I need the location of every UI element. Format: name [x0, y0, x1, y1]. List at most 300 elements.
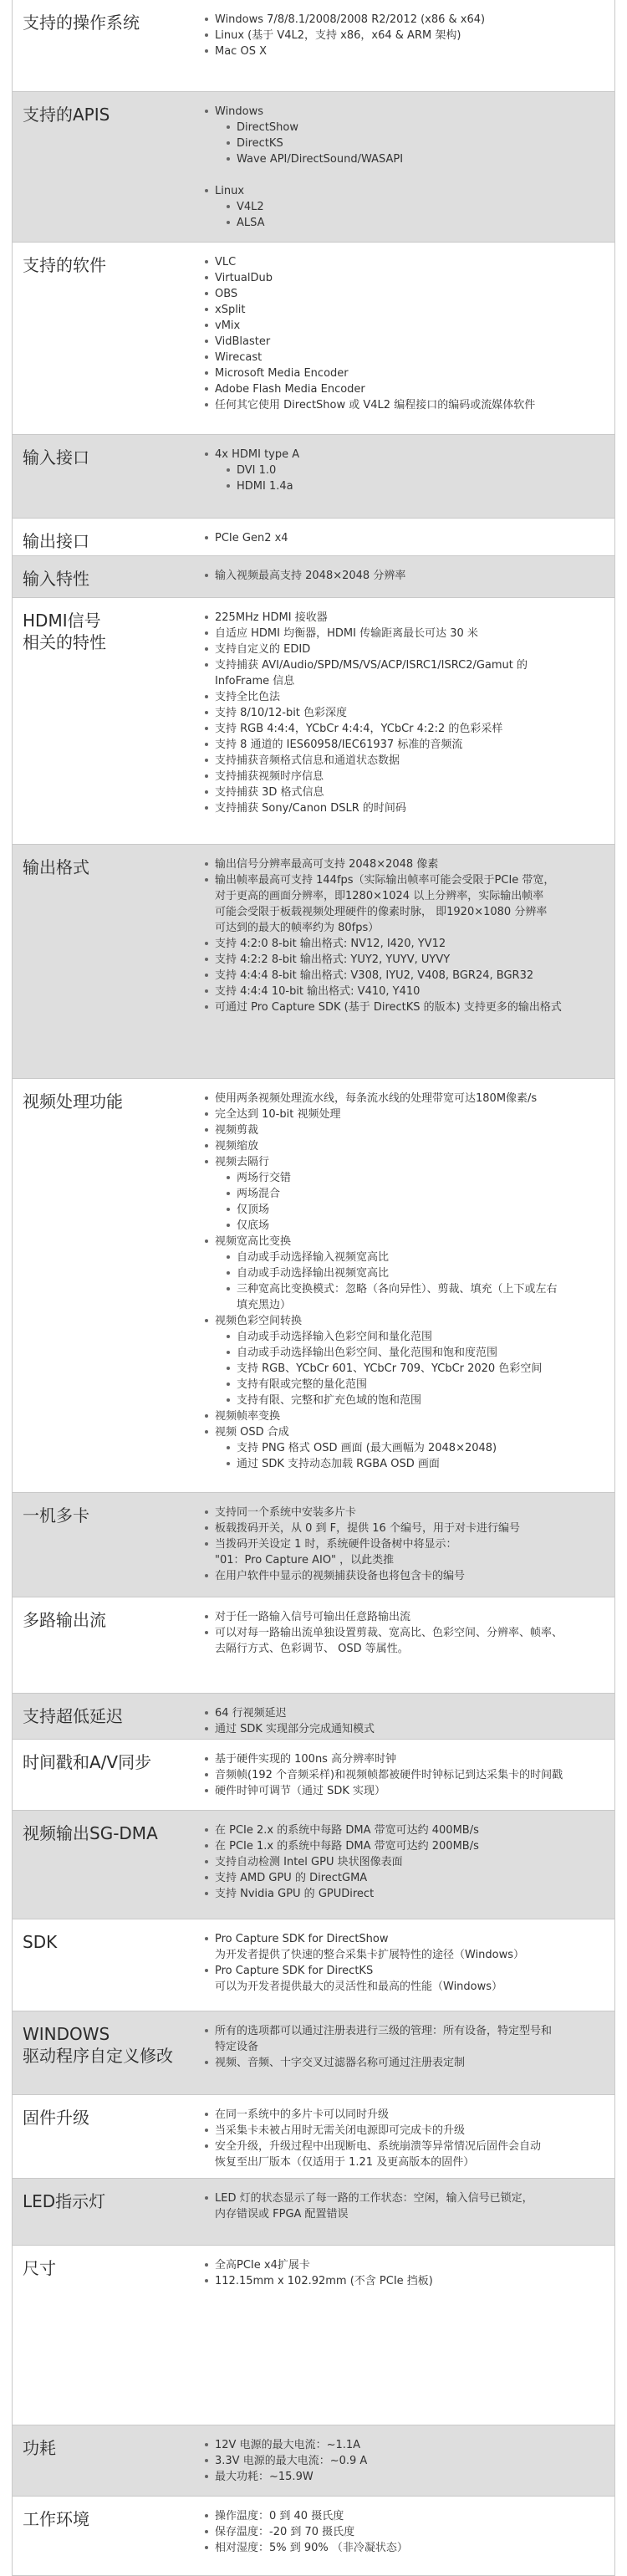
spec-item-text: 视频去隔行 — [215, 1156, 270, 1168]
spec-item — [203, 1963, 606, 1995]
spec-item-text: ALSA — [237, 217, 265, 229]
spec-item-text: 支持有限、完整和扩充色域的饱和范围 — [237, 1394, 422, 1407]
spec-item-text: 通过 SDK 实现部分完成通知模式 — [215, 1723, 375, 1735]
spec-item — [203, 1521, 606, 1536]
bullet-icon — [205, 663, 208, 667]
spec-item-text: 支持 4:2:0 8-bit 输出格式: NV12, I420, YV12 — [215, 938, 446, 950]
spec-item — [203, 2508, 606, 2524]
spec-content — [203, 2023, 606, 2071]
spec-content — [203, 1091, 606, 1472]
bullet-icon — [205, 974, 208, 977]
spec-label: 视频输出SG-DMA — [23, 1823, 158, 1843]
spec-item-text: Linux — [215, 185, 245, 197]
spec-item — [203, 1705, 606, 1721]
spec-item — [203, 2540, 606, 2556]
bullet-icon — [205, 862, 208, 866]
spec-item-text: Pro Capture SDK for DirectShow 为开发者提供了快速的整合采集卡扩展特性的途径（Windows） — [215, 1933, 525, 1961]
spec-item-text: 视频缩放 — [215, 1140, 259, 1153]
spec-label: 功耗 — [23, 2438, 56, 2458]
spec-item — [203, 1854, 606, 1870]
spec-item — [203, 463, 606, 478]
bullet-icon — [205, 1789, 208, 1792]
spec-item-text: 支持捕获 3D 格式信息 — [215, 786, 324, 799]
spec-row — [13, 2497, 614, 2576]
bullet-icon — [205, 2263, 208, 2267]
spec-item — [203, 657, 606, 689]
spec-item-text: HDMI 1.4a — [237, 480, 293, 493]
spec-label: 输入接口 — [23, 447, 89, 468]
bullet-icon — [205, 2144, 208, 2148]
bullet-icon — [205, 2459, 208, 2462]
bullet-icon — [205, 1828, 208, 1832]
bullet-icon — [205, 33, 208, 37]
spec-item-text: VLC — [215, 256, 237, 268]
spec-item — [203, 28, 606, 43]
spec-row — [13, 0, 614, 92]
bullet-icon — [205, 1757, 208, 1761]
spec-item — [203, 12, 606, 28]
spec-item — [203, 705, 606, 721]
spec-item — [203, 872, 606, 936]
bullet-icon — [205, 1615, 208, 1618]
bullet-icon — [205, 1510, 208, 1514]
bullet-icon — [205, 2061, 208, 2064]
bullet-icon — [205, 276, 208, 279]
spec-content — [203, 2437, 606, 2485]
bullet-icon — [205, 1892, 208, 1895]
spec-item — [203, 1568, 606, 1584]
spec-item-text: 视频、音频、十字交叉过滤器名称可通过注册表定制 — [215, 2057, 466, 2069]
spec-content — [203, 1505, 606, 1584]
spec-item-text: 输入视频最高支持 2048×2048 分辨率 — [215, 570, 406, 582]
spec-item — [203, 215, 606, 231]
bullet-icon — [205, 1727, 208, 1730]
spec-item-text: 最大功耗：~15.9W — [215, 2471, 314, 2483]
spec-item-text: 支持 Nvidia GPU 的 GPUDirect — [215, 1888, 375, 1900]
spec-item-text: 自适应 HDMI 均衡器，HDMI 传输距离最长可达 30 米 — [215, 627, 478, 640]
spec-item-text: 对于任一路输入信号可输出任意路输出流 — [215, 1611, 411, 1623]
spec-row — [13, 1919, 614, 2011]
spec-label: 一机多卡 — [23, 1505, 89, 1526]
spec-content — [203, 610, 606, 816]
spec-item-text: Adobe Flash Media Encoder — [215, 383, 365, 396]
spec-item — [203, 800, 606, 816]
spec-item-text: 视频剪裁 — [215, 1124, 259, 1137]
bullet-icon — [205, 260, 208, 263]
spec-item-text: 支持捕获 Sony/Canon DSLR 的时间码 — [215, 802, 406, 815]
spec-item-text: 支持自动检测 Intel GPU 块状图像表面 — [215, 1856, 403, 1868]
bullet-icon — [205, 1860, 208, 1863]
spec-content — [203, 1751, 606, 1799]
spec-row — [13, 2095, 614, 2179]
spec-item-text: 基于硬件实现的 100ns 高分辨率时钟 — [215, 1753, 397, 1766]
spec-item-text: 使用两条视频处理流水线，每条流水线的处理带宽可达180M像素/s — [215, 1092, 538, 1105]
bullet-icon — [205, 2546, 208, 2549]
spec-row — [13, 2011, 614, 2095]
spec-item-text: 支持同一个系统中安装多片卡 — [215, 1506, 357, 1519]
spec-item — [203, 1751, 606, 1767]
bullet-icon — [227, 141, 230, 145]
spec-label: 固件升级 — [23, 2108, 89, 2128]
spec-item — [203, 1107, 606, 1122]
spec-item — [203, 1931, 606, 1963]
spec-item — [203, 135, 606, 151]
spec-item-text: 在同一系统中的多片卡可以同时升级 — [215, 2108, 390, 2121]
spec-item — [203, 999, 606, 1015]
bullet-icon — [205, 1319, 208, 1322]
spec-content — [203, 12, 606, 59]
spec-item — [203, 381, 606, 397]
spec-item — [203, 984, 606, 999]
spec-item — [203, 1505, 606, 1521]
spec-item-text: 支持 RGB、YCbCr 601、YCbCr 709、YCbCr 2020 色彩空间 — [237, 1362, 543, 1375]
bullet-icon — [205, 743, 208, 746]
spec-item — [203, 530, 606, 546]
spec-item-text: 在 PCIe 1.x 的系统中每路 DMA 带宽可达约 200MB/s — [215, 1840, 479, 1853]
spec-item-text: Wirecast — [215, 351, 263, 364]
bullet-icon — [205, 2113, 208, 2116]
spec-item-text: 支持捕获 AVI/Audio/SPD/MS/VS/ACP/ISRC1/ISRC2/Gamut 的 InfoFrame 信息 — [215, 659, 528, 687]
spec-item — [203, 2469, 606, 2485]
spec-item — [203, 1609, 606, 1625]
bullet-icon — [227, 1271, 230, 1275]
spec-item — [203, 183, 606, 199]
bullet-icon — [205, 695, 208, 698]
bullet-icon — [205, 1876, 208, 1879]
spec-item-text: VidBlaster — [215, 335, 271, 348]
bullet-icon — [205, 774, 208, 778]
bullet-icon — [205, 1160, 208, 1163]
spec-item — [203, 1202, 606, 1218]
spec-content — [203, 2508, 606, 2556]
bullet-icon — [205, 49, 208, 53]
spec-item — [203, 1250, 606, 1265]
spec-item — [203, 568, 606, 584]
spec-item-text: 支持 4:2:2 8-bit 输出格式: YUY2, YUYV, UYVY — [215, 953, 451, 966]
bullet-icon — [205, 387, 208, 391]
bullet-icon — [205, 452, 208, 456]
spec-item — [203, 1377, 606, 1393]
spec-content — [203, 530, 606, 546]
spec-item — [203, 1234, 606, 1250]
spec-item — [203, 1870, 606, 1886]
spec-row — [13, 92, 614, 243]
spec-item — [203, 1393, 606, 1408]
bullet-icon — [205, 1526, 208, 1530]
bullet-icon — [205, 2029, 208, 2032]
bullet-icon — [227, 468, 230, 472]
spec-item — [203, 286, 606, 302]
bullet-icon — [227, 1446, 230, 1449]
spec-item — [203, 1329, 606, 1345]
bullet-icon — [227, 1335, 230, 1338]
spec-label: WINDOWS 驱动程序自定义修改 — [23, 2024, 173, 2066]
bullet-icon — [205, 574, 208, 577]
spec-item — [203, 1838, 606, 1854]
spec-item-text: 三种宽高比变换模式：忽略（各向异性）、剪裁、填充（上下或左右 填充黑边） — [237, 1283, 558, 1311]
spec-item — [203, 1122, 606, 1138]
spec-content — [203, 2257, 606, 2289]
spec-item-text: 音频帧(192 个音频采样)和视频帧都被硬件时钟标记到达采集卡的时间戳 — [215, 1769, 563, 1781]
spec-label: 支持的APIS — [23, 105, 110, 125]
spec-label: HDMI信号 相关的特性 — [23, 611, 106, 652]
spec-item-text: 任何其它使用 DirectShow 或 V4L2 编程接口的编码或流媒体软件 — [215, 399, 536, 411]
spec-item-text: Wave API/DirectSound/WASAPI — [237, 153, 404, 166]
bullet-icon — [205, 711, 208, 714]
spec-item — [203, 1721, 606, 1737]
bullet-icon — [227, 1383, 230, 1386]
bullet-icon — [205, 18, 208, 21]
spec-item-text: 可通过 Pro Capture SDK (基于 DirectKS 的版本) 支持更多的输出格式 — [215, 1001, 562, 1014]
bullet-icon — [205, 790, 208, 794]
bullet-icon — [205, 2514, 208, 2517]
spec-item-text: V4L2 — [237, 201, 264, 213]
spec-item-text: 支持有限或完整的量化范围 — [237, 1378, 368, 1391]
bullet-icon — [205, 355, 208, 359]
bullet-icon — [227, 1224, 230, 1227]
spec-item — [203, 856, 606, 872]
spec-item — [203, 318, 606, 334]
spec-item-text: 相对湿度：5% 到 90% （非冷凝状态） — [215, 2542, 408, 2554]
spec-label: 工作环境 — [23, 2509, 89, 2529]
spec-row — [13, 1811, 614, 1919]
bullet-icon — [205, 1112, 208, 1116]
spec-label: 支持的软件 — [23, 255, 106, 275]
spec-item-text: 视频 OSD 合成 — [215, 1426, 289, 1439]
spec-item — [203, 199, 606, 215]
bullet-icon — [205, 878, 208, 882]
spec-label: 输出接口 — [23, 531, 89, 551]
spec-item-text: 当拨码开关设定 1 时，系统硬件设备树中将显示： "01：Pro Capture AIO" ，以此类推 — [215, 1538, 457, 1567]
spec-item-text: OBS — [215, 288, 238, 300]
spec-item — [203, 968, 606, 984]
bullet-icon — [205, 110, 208, 113]
spec-row — [13, 2246, 614, 2425]
spec-item — [203, 2139, 606, 2170]
bullet-icon — [205, 616, 208, 619]
bullet-icon — [227, 1192, 230, 1195]
spec-row — [13, 556, 614, 598]
bullet-icon — [205, 1631, 208, 1634]
spec-item-text: 保存温度：-20 到 70 摄氏度 — [215, 2526, 355, 2538]
bullet-icon — [205, 2443, 208, 2446]
spec-item — [203, 1281, 606, 1313]
bullet-icon — [227, 205, 230, 208]
spec-row — [13, 845, 614, 1079]
spec-item — [203, 2257, 606, 2273]
spec-item-text: 自动或手动选择输入视频宽高比 — [237, 1251, 390, 1264]
spec-item-text: DirectShow — [237, 121, 299, 134]
spec-item-text: 两场行交错 — [237, 1172, 292, 1184]
spec-item-text: 视频宽高比变换 — [215, 1235, 292, 1248]
bullet-icon — [205, 631, 208, 635]
bullet-icon — [205, 2279, 208, 2282]
spec-item-text: 在 PCIe 2.x 的系统中每路 DMA 带宽可达约 400MB/s — [215, 1824, 479, 1837]
spec-content — [203, 447, 606, 494]
spec-item-text: 所有的选项都可以通过注册表进行三级的管理：所有设备，特定型号和 特定设备 — [215, 2025, 553, 2053]
spec-item-text: 支持自定义的 EDID — [215, 643, 311, 656]
spec-item — [203, 2055, 606, 2071]
spec-item-text: 3.3V 电源的最大电流：~0.9 A — [215, 2455, 368, 2467]
spec-item-text: 自动或手动选择输出视频宽高比 — [237, 1267, 390, 1280]
spec-item-text: 支持捕获音频格式信息和通道状态数据 — [215, 754, 400, 767]
spec-label: LED指示灯 — [23, 2191, 106, 2211]
spec-label: 尺寸 — [23, 2258, 56, 2278]
bullet-icon — [205, 647, 208, 651]
spec-content — [203, 104, 606, 231]
bullet-icon — [205, 308, 208, 311]
spec-label: 支持超低延迟 — [23, 1706, 123, 1726]
spec-item — [203, 1345, 606, 1361]
spec-label: 输出格式 — [23, 857, 89, 877]
spec-item — [203, 1625, 606, 1657]
spec-item — [203, 1218, 606, 1234]
spec-item — [203, 626, 606, 641]
bullet-icon — [205, 2196, 208, 2200]
bullet-icon — [205, 958, 208, 961]
spec-item — [203, 365, 606, 381]
bullet-icon — [205, 727, 208, 730]
spec-item — [203, 167, 606, 183]
spec-item — [203, 120, 606, 135]
spec-row — [13, 243, 614, 435]
spec-item-text: 安全升级，升级过程中出现断电、系统崩溃等异常情况后固件会自动 恢复至出厂版本（仅适用于 1.21 及更高版本的固件） — [215, 2140, 542, 2169]
spec-item — [203, 2190, 606, 2222]
bullet-icon — [205, 340, 208, 343]
spec-item — [203, 334, 606, 350]
spec-item-text: 支持 AMD GPU 的 DirectGMA — [215, 1872, 368, 1884]
spec-item-text: 可以对每一路输出流单独设置剪裁、宽高比、色彩空间、分辨率、帧率、 去隔行方式、色彩调节、 OSD 等属性。 — [215, 1627, 563, 1655]
spec-item-text: 仅底场 — [237, 1219, 270, 1232]
spec-item-text: 操作温度：0 到 40 摄氏度 — [215, 2510, 344, 2522]
spec-item — [203, 2453, 606, 2469]
spec-content — [203, 568, 606, 584]
bullet-icon — [227, 1398, 230, 1402]
spec-item — [203, 1170, 606, 1186]
spec-item — [203, 1186, 606, 1202]
bullet-icon — [205, 324, 208, 327]
spec-content — [203, 2190, 606, 2222]
spec-item-text: 支持 4:4:4 10-bit 输出格式: V410, Y410 — [215, 985, 421, 998]
spec-label: SDK — [23, 1932, 58, 1952]
spec-row — [13, 1694, 614, 1740]
spec-item-text: vMix — [215, 319, 241, 332]
spec-item — [203, 302, 606, 318]
spec-content — [203, 1705, 606, 1737]
spec-item — [203, 1440, 606, 1456]
spec-item-text: 4x HDMI type A — [215, 448, 300, 461]
spec-item — [203, 1361, 606, 1377]
spec-item — [203, 610, 606, 626]
spec-row — [13, 2425, 614, 2497]
bullet-icon — [205, 189, 208, 192]
spec-label: 输入特性 — [23, 569, 89, 589]
spec-label: 多路输出流 — [23, 1610, 106, 1630]
spec-item — [203, 104, 606, 120]
spec-item — [203, 1408, 606, 1424]
spec-item-text: 支持 PNG 格式 OSD 画面 (最大画幅为 2048×2048) — [237, 1442, 497, 1454]
spec-item-text: 完全达到 10-bit 视频处理 — [215, 1108, 341, 1121]
spec-row — [13, 1597, 614, 1694]
spec-item — [203, 641, 606, 657]
bullet-icon — [205, 403, 208, 406]
bullet-icon — [205, 942, 208, 945]
spec-label: 支持的操作系统 — [23, 13, 140, 33]
bullet-icon — [205, 536, 208, 539]
bullet-icon — [205, 1239, 208, 1243]
spec-item-text: Microsoft Media Encoder — [215, 367, 349, 380]
spec-content — [203, 1931, 606, 1995]
spec-item-text: 硬件时钟可调节（通过 SDK 实现） — [215, 1785, 386, 1797]
spec-content — [203, 1822, 606, 1902]
spec-label: 时间戳和A/V同步 — [23, 1752, 152, 1772]
spec-item — [203, 1265, 606, 1281]
spec-content — [203, 2107, 606, 2170]
spec-item — [203, 2023, 606, 2055]
spec-item-text: Pro Capture SDK for DirectKS 可以为开发者提供最大的灵活性和最高的性能（Windows） — [215, 1965, 503, 1993]
spec-item-text: Linux (基于 V4L2，支持 x86，x64 & ARM 架构) — [215, 29, 461, 42]
bullet-icon — [205, 1144, 208, 1147]
spec-item-text: xSplit — [215, 304, 246, 316]
spec-content — [203, 254, 606, 413]
bullet-icon — [205, 1937, 208, 1940]
spec-content — [203, 856, 606, 1015]
bullet-icon — [205, 1096, 208, 1100]
spec-item — [203, 2123, 606, 2139]
spec-item — [203, 2437, 606, 2453]
spec-item — [203, 952, 606, 968]
spec-item — [203, 2107, 606, 2123]
spec-item — [203, 350, 606, 365]
spec-item-text: 支持 4:4:4 8-bit 输出格式: V308, IYU2, V408, BGR24, BGR32 — [215, 969, 534, 982]
spec-item — [203, 270, 606, 286]
spec-item — [203, 151, 606, 167]
spec-item-text: 支持捕获视频时序信息 — [215, 770, 324, 783]
spec-item-text: 输出信号分辨率最高可支持 2048×2048 像素 — [215, 858, 439, 871]
spec-item-text: Mac OS X — [215, 45, 267, 58]
bullet-icon — [227, 1208, 230, 1211]
spec-item-text: 板载拨码开关，从 0 到 F，提供 16 个编号，用于对卡进行编号 — [215, 1522, 520, 1535]
spec-item — [203, 1456, 606, 1472]
spec-item — [203, 785, 606, 800]
spec-item — [203, 254, 606, 270]
spec-item-text: 视频帧率变换 — [215, 1410, 281, 1423]
bullet-icon — [205, 1414, 208, 1418]
spec-item — [203, 2273, 606, 2289]
spec-item-text: 视频色彩空间转换 — [215, 1315, 303, 1327]
bullet-icon — [205, 1128, 208, 1132]
spec-item — [203, 689, 606, 705]
bullet-icon — [205, 2530, 208, 2533]
spec-item — [203, 1886, 606, 1902]
bullet-icon — [205, 1005, 208, 1009]
spec-item-text: 112.15mm x 102.92mm (不含 PCIe 挡板) — [215, 2275, 433, 2287]
spec-item-text: 自动或手动选择输出色彩空间、量化范围和饱和度范围 — [237, 1347, 498, 1359]
bullet-icon — [205, 1773, 208, 1776]
spec-item-text: 225MHz HDMI 接收器 — [215, 611, 328, 624]
spec-item — [203, 43, 606, 59]
bullet-icon — [205, 1844, 208, 1848]
spec-item-text: 两场混合 — [237, 1188, 281, 1200]
bullet-icon — [227, 1351, 230, 1354]
spec-row — [13, 1493, 614, 1597]
spec-item-text: Windows — [215, 105, 264, 118]
bullet-icon — [205, 1711, 208, 1715]
spec-item — [203, 447, 606, 463]
bullet-icon — [227, 125, 230, 129]
spec-item-text: PCIe Gen2 x4 — [215, 532, 288, 544]
spec-content — [203, 1609, 606, 1657]
